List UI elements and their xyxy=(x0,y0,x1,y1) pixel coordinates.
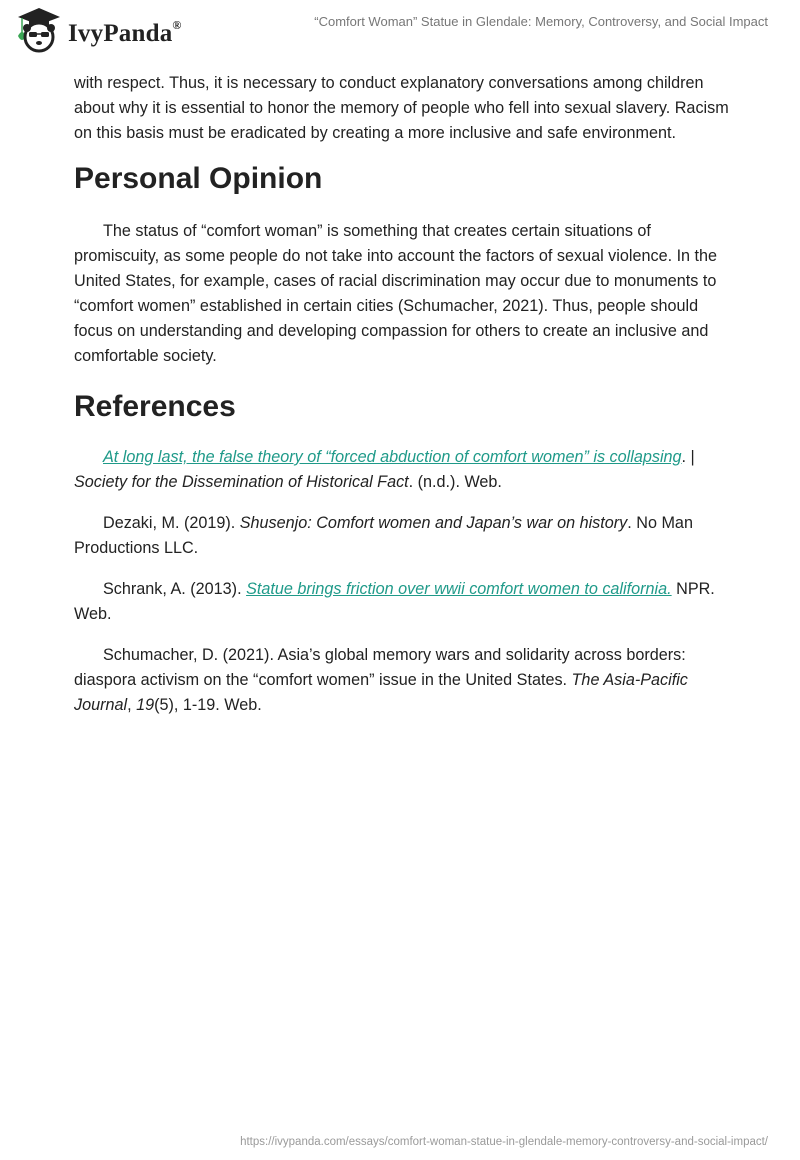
reference-link[interactable]: Statue brings friction over wwii comfort women to california. xyxy=(246,580,672,598)
essay-content xyxy=(74,71,734,734)
reference-item: Dezaki, M. (2019). Shusenjo: Comfort women and Japan’s war on history. No Man Productions LLC. xyxy=(74,514,693,557)
section-heading-personal-opinion: Personal Opinion xyxy=(74,162,323,195)
page-header xyxy=(0,0,800,60)
reference-item: At long last, the false theory of “forced abduction of comfort women” is collapsing. | Society for the Dissemination of Historical Fact. (n.d.). Web. xyxy=(74,448,695,491)
section-heading-references: References xyxy=(74,390,236,423)
personal-opinion-paragraph: The status of “comfort woman” is something that creates certain situations of promiscuity, as some people do not take into account the factors of sexual violence. In the United States, for example, cases of racial discrimination may occur due to monuments to “comfort women” established in certain cities (Schumacher, 2021). Thus, people should focus on understanding and developing compassion for others to create an inclusive and comfortable society. xyxy=(74,222,718,365)
reference-link[interactable]: At long last, the false theory of “forced abduction of comfort women” is collapsing xyxy=(103,448,682,466)
document-title: “Comfort Woman” Statue in Glendale: Memory, Controversy, and Social Impact xyxy=(314,14,768,29)
intro-paragraph: with respect. Thus, it is necessary to conduct explanatory conversations among children about why it is essential to honor the memory of people who fell into sexual slavery. Racism on this basis must be eradicated by creating a more inclusive and safe environment. xyxy=(74,74,729,142)
ivypanda-logo[interactable] xyxy=(16,6,182,54)
panda-graduate-icon xyxy=(16,6,62,54)
reference-item: Schrank, A. (2013). Statue brings friction over wwii comfort women to california. NPR. Web. xyxy=(74,580,715,623)
logo-wordmark: IvyPanda® xyxy=(68,18,182,47)
reference-item: Schumacher, D. (2021). Asia’s global memory wars and solidarity across borders: diaspora activism on the “comfort women” issue in the United States. The Asia-Pacific Journal, 19(5), 1-19. Web. xyxy=(74,646,688,714)
footer-source-url[interactable]: https://ivypanda.com/essays/comfort-woman-statue-in-glendale-memory-controversy-and-social-impact/ xyxy=(240,1136,768,1148)
